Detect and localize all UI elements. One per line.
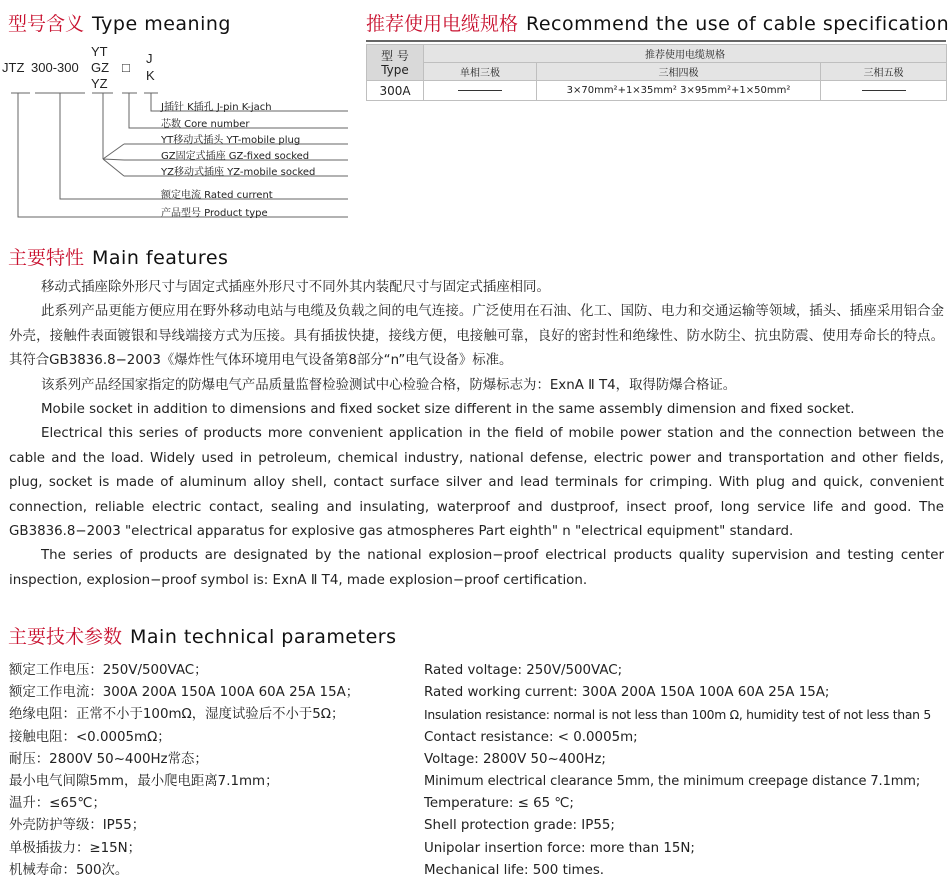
param-en: Rated working current: 300A 200A 150A 100A 60A 25A 15A;: [424, 685, 830, 701]
table-row: [367, 81, 947, 101]
row-single-phase-value: [424, 81, 537, 101]
feature-paragraph: 移动式插座除外形尺寸与固定式插座外形尺寸不同外其内装配尺寸与固定式插座相同。: [41, 280, 550, 295]
param-en: Mechanical life: 500 times.: [424, 862, 605, 878]
cable-spec-table: [366, 44, 947, 101]
param-en: Unipolar insertion force: more than 15N;: [424, 840, 695, 856]
code-rating: 300-300: [31, 60, 79, 75]
code-type-gz: GZ: [91, 60, 110, 75]
type-header-en: Type: [381, 62, 409, 77]
code-j: J: [146, 51, 153, 66]
tech-params-cn-list: [9, 660, 359, 882]
code-k: K: [146, 68, 155, 83]
label-mobile-socket: YZ移动式插座 YZ-mobile socked: [161, 167, 316, 178]
row-type: 300A: [367, 81, 424, 101]
col-three-phase-four-pole: 三相四极: [537, 63, 821, 81]
tech-params-title-en: Main technical parameters: [130, 626, 397, 648]
param-cn: 机械寿命：500次。: [9, 862, 129, 878]
param-cn: 绝缘电阻：正常不小于100mΩ，湿度试验后不小于5Ω；: [9, 707, 345, 723]
code-prefix: JTZ: [2, 60, 25, 75]
feature-paragraph: The series of products are designated by the national explosion−proof electrical products quality supervision and testing center inspection, explosion−proof symbol is: ExnA Ⅱ T4, made explosion−proof certification.: [9, 548, 944, 588]
tech-params-title-cn: 主要技术参数: [8, 626, 123, 648]
param-cn: 单极插拔力：≥15N；: [9, 840, 142, 856]
main-features-body: [9, 276, 944, 593]
param-en: Minimum electrical clearance 5mm, the minimum creepage distance 7.1mm;: [424, 774, 921, 790]
param-en: Temperature: ≤ 65 ℃;: [424, 796, 574, 812]
main-features-title-cn: 主要特性: [8, 247, 85, 269]
empty-dash: [862, 90, 906, 91]
type-meaning-title-cn: 型号含义: [8, 13, 85, 35]
code-type-yt: YT: [91, 44, 108, 59]
param-en: Voltage: 2800V 50~400Hz;: [424, 751, 606, 767]
row-three-phase-five-value: [821, 81, 947, 101]
cable-spec-rule: [366, 40, 946, 42]
tech-params-title: [8, 622, 396, 649]
type-meaning-title: [8, 9, 231, 36]
label-rated-current: 额定电流 Rated current: [161, 190, 273, 201]
feature-paragraph: Mobile socket in addition to dimensions and fixed socket size different in the same assembly dimension and fixed socket.: [41, 402, 855, 418]
group-header: 推荐使用电缆规格: [424, 45, 947, 63]
type-meaning-title-en: Type meaning: [92, 13, 231, 35]
label-pin-jack: J插针 K插孔 J-pin K-jach: [161, 102, 272, 113]
code-type-yz: YZ: [91, 76, 108, 91]
feature-paragraph: Electrical this series of products more convenient application in the field of mobile power station and the connection between the cable and the load. Widely used in petroleum, chemical industry, national defense, electric power and transportation and other fields, plug, socket is made of aluminum alloy shell, contact surface silver and lead terminals for crimping. With plug and quick, convenient connection, reliable electric contact, sealing and insulating, waterproof and dustproof, insect proof, long service life and good. The GB3836.8−2003 "electrical apparatus for explosive gas atmospheres Part eighth" n "electrical equipment" standard.: [9, 426, 944, 540]
label-core-number: 芯数 Core number: [161, 119, 250, 130]
tech-params-en-list: [424, 660, 931, 882]
feature-paragraph: 此系列产品更能方便应用在野外移动电站与电缆及负载之间的电气连接。广泛使用在石油、化工、国防、电力和交通运输等领域，插头、插座采用铝合金外壳，接触件表面镀银和导线端接方式为压接。具有插拔快捷，接线方便，电接触可靠，良好的密封性和绝缘性、防水防尘、抗虫防震、使用寿命长的特点。其符合GB3836.8−2003《爆炸性气体环境用电气设备第8部分“n”电气设备》标准。: [9, 304, 944, 369]
code-core: □: [122, 60, 130, 75]
param-cn: 外壳防护等级：IP55；: [9, 818, 146, 834]
param-en: Rated voltage: 250V/500VAC;: [424, 663, 623, 678]
param-cn: 最小电气间隙5mm，最小爬电距离7.1mm；: [9, 774, 279, 790]
param-en: Shell protection grade: IP55;: [424, 818, 615, 834]
label-product-type: 产品型号 Product type: [161, 208, 268, 219]
col-three-phase-five-pole: 三相五极: [821, 63, 947, 81]
param-en: Contact resistance: < 0.0005m;: [424, 729, 638, 745]
cable-spec-title: [366, 9, 949, 36]
param-cn: 耐压：2800V 50~400Hz常态；: [9, 751, 208, 767]
model-code-diagram: [0, 40, 360, 230]
main-features-title-en: Main features: [92, 247, 229, 269]
param-cn: 温升：≤65℃；: [9, 796, 106, 812]
label-fixed-socket: GZ固定式插座 GZ-fixed socked: [161, 151, 310, 162]
row-three-phase-four-value: 3×70mm²+1×35mm² 3×95mm²+1×50mm²: [537, 81, 821, 101]
param-en: Insulation resistance: normal is not less than 100m Ω, humidity test of not less than 5: [424, 707, 931, 723]
type-header-cn: 型 号: [381, 48, 409, 63]
label-mobile-plug: YT移动式插头 YT-mobile plug: [161, 135, 301, 146]
type-header-cell: [367, 45, 424, 81]
param-cn: 接触电阻：<0.0005mΩ；: [9, 729, 171, 745]
feature-paragraph: 该系列产品经国家指定的防爆电气产品质量监督检验测试中心检验合格，防爆标志为：ExnA Ⅱ T4，取得防爆合格证。: [41, 377, 737, 393]
cable-spec-title-en: Recommend the use of cable specification: [526, 13, 950, 35]
cable-spec-title-cn: 推荐使用电缆规格: [366, 13, 519, 35]
empty-dash: [458, 90, 502, 91]
param-cn: 额定工作电压：250V/500VAC；: [9, 663, 208, 678]
col-single-phase-three-pole: 单相三极: [424, 63, 537, 81]
param-cn: 额定工作电流：300A 200A 150A 100A 60A 25A 15A；: [9, 685, 360, 701]
main-features-title: [8, 243, 228, 270]
